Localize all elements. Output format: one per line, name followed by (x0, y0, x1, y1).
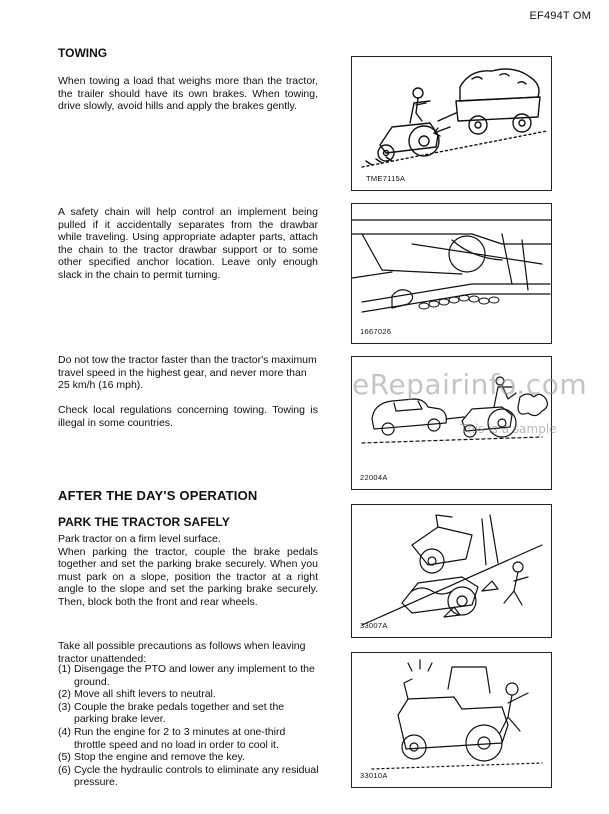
parking-paragraph-body: When parking the tractor, couple the brake pedals together and set the parking brake securely. When you must park on a slope, position the tractor at a right angle to the slope and set the parking brake securely. Then, block both the front and rear wheels. (58, 545, 318, 608)
figure-label: TME7115A (366, 174, 406, 183)
figure-label: 33007A (360, 621, 388, 630)
towing-paragraph-3: Do not tow the tractor faster than the tractor's maximum travel speed in the highest gear, and never more than 25 km/h (16 mph). (58, 354, 317, 392)
towing-heading: TOWING (58, 46, 108, 60)
figure-label: 22004A (360, 473, 388, 482)
after-day-heading: AFTER THE DAY'S OPERATION (58, 488, 258, 503)
watermark-sample-text: This is a sample (460, 422, 557, 436)
precautions-list (58, 663, 320, 789)
safety-chain-illustration (352, 204, 551, 343)
list-item: (2) Move all shift levers to neutral. (58, 688, 216, 701)
list-item: (1) Disengage the PTO and lower any implement to the ground. (58, 663, 315, 688)
unattended-tractor-illustration (352, 653, 551, 787)
figure-label: 33010A (360, 771, 388, 780)
list-item: (6) Cycle the hydraulic controls to eliminate any residual pressure. (58, 763, 319, 789)
towing-paragraph-4: Check local regulations concerning towing. Towing is illegal in some countries. (58, 404, 318, 429)
figure-label: 1667026 (360, 327, 392, 336)
list-item: (5) Stop the engine and remove the key. (58, 751, 245, 764)
tractor-trailer-illustration (352, 57, 551, 190)
parking-paragraph-line1: Park tractor on a firm level surface. (58, 533, 221, 545)
towing-paragraph-2: A safety chain will help control an implement being pulled if it accidentally separates from the drawbar while traveling. Using appropriate adapter parts, attach the chain to the tractor drawbar support or to some other specified anchor location. Leave only enough slack in the chain to permit turning. (58, 206, 318, 281)
towing-paragraph-1: When towing a load that weighs more than the tractor, the trailer should have its own brakes. When towing, drive slowly, avoid hills and apply the brakes gently. (58, 75, 318, 113)
list-item: (4) Run the engine for 2 to 3 minutes at one-third throttle speed and no load in order to cool it. (58, 725, 286, 751)
figure-unattended-tractor (351, 652, 552, 788)
figure-safety-chain (351, 203, 552, 344)
parking-slope-illustration (352, 505, 551, 637)
unattended-intro: Take all possible precautions as follows when leaving tractor unattended: (58, 640, 306, 665)
figure-towing-trailer (351, 56, 552, 191)
figure-parking-slope (351, 504, 552, 638)
watermark-text: eRepairinfo.com (352, 368, 588, 401)
document-code: EF494T OM (529, 10, 591, 22)
list-item: (3) Couple the brake pedals together and set the parking brake lever. (58, 700, 285, 726)
parking-paragraph (58, 533, 318, 609)
park-safely-heading: PARK THE TRACTOR SAFELY (58, 515, 230, 529)
